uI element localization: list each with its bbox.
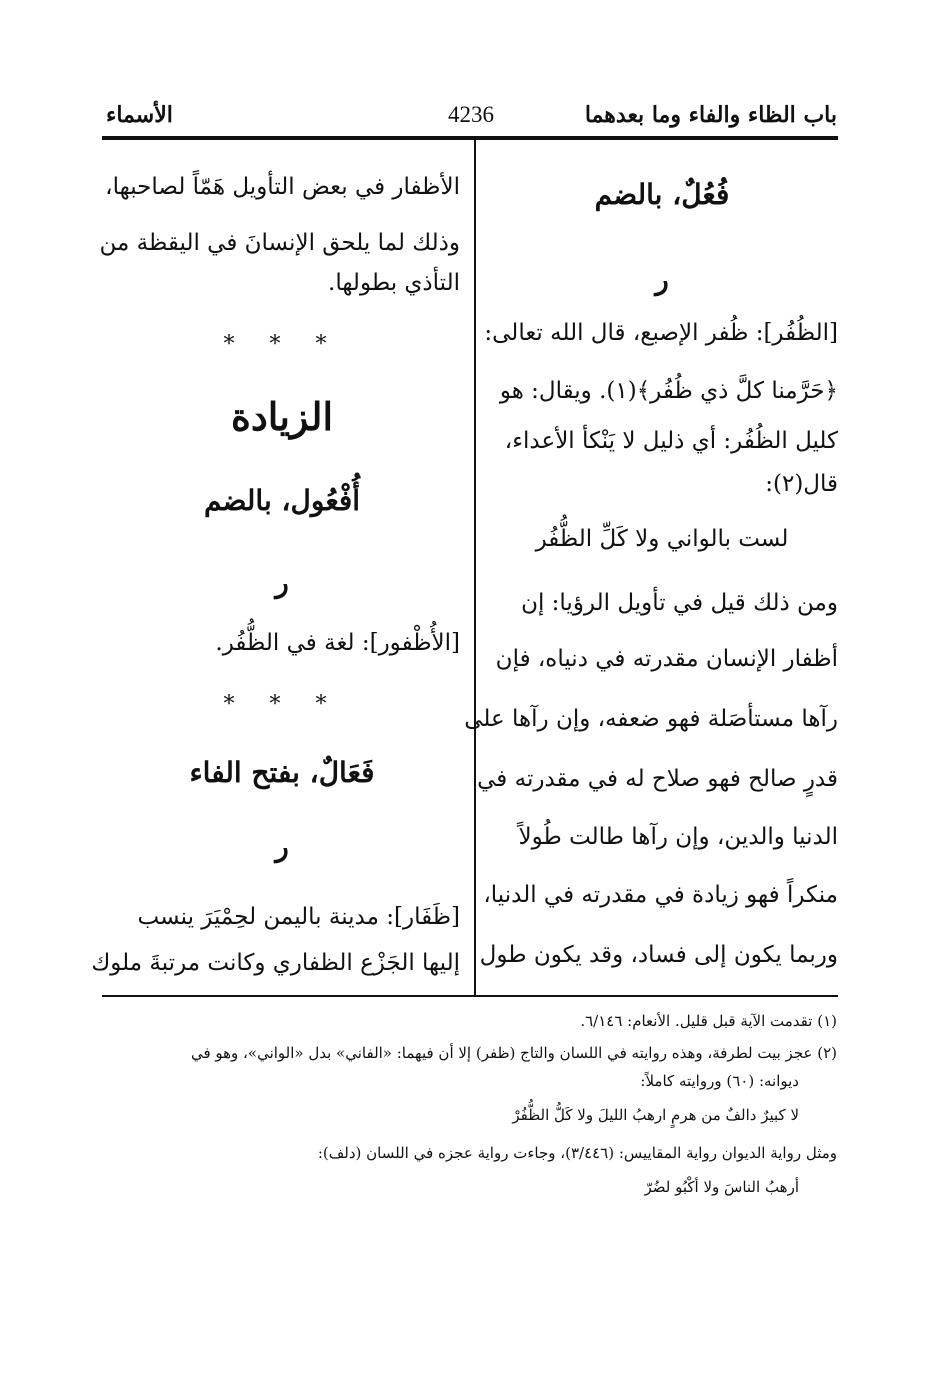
entry-line: كليل الظُفُر: أي ذليل لا يَنْكأ الأعداء، [504, 428, 838, 454]
root-letter: ر [275, 566, 289, 599]
footnote-verse: أرهبُ الناسَ ولا أكْبُو لضُرّ [644, 1178, 799, 1196]
pattern-heading: أُفْعُول، بالضم [203, 484, 361, 517]
entry-line: قدرٍ صالح فهو صلاح له في مقدرته في [477, 766, 838, 792]
entry-line: وذلك لما يلحق الإنسانَ في اليقظة من [99, 230, 460, 256]
entry-line: منكراً فهو زيادة في مقدرته في الدنيا، [483, 882, 838, 908]
root-letter: ر [275, 830, 289, 863]
footnote-2-cont: ومثل رواية الديوان رواية المقاييس: (٣/٤٤٦)، وجاءت رواية عجزه في اللسان (دلف): [317, 1144, 837, 1162]
entry-line: الدنيا والدين، وإن رآها طالت طُولاً [518, 824, 838, 850]
pattern-heading: فُعُلٌ، بالضم [594, 178, 730, 211]
section-heading: الزيادة [230, 394, 334, 439]
entry-line: وربما يكون إلى فساد، وقد يكون طول [479, 942, 838, 968]
entry-line: أظفار الإنسان مقدرته في دنياه، فإن [495, 646, 838, 672]
chapter-title: باب الظاء والفاء وما بعدهما [584, 102, 837, 128]
entry-line: [الأُظْفور]: لغة في الظُّفُر. [215, 630, 460, 656]
column-divider [474, 139, 476, 996]
entry-line: [الظُفُر]: ظُفر الإصبع، قال الله تعالى: [484, 320, 838, 346]
entry-line: التأذي بطولها. [328, 270, 460, 296]
entry-line: قال(٢): [765, 471, 838, 497]
header-rule [102, 136, 838, 140]
footnote-1: (١) تقدمت الآية قبل قليل. الأنعام: ٦/١٤٦. [580, 1012, 837, 1030]
entry-line: ﴿حَرَّمنا كلَّ ذي ظُفُر﴾(١). ويقال: هو [499, 378, 838, 404]
page-number: 4236 [448, 102, 494, 127]
footnote-rule [102, 995, 838, 997]
separator-stars: * * * [223, 332, 341, 357]
root-letter: ر [655, 263, 669, 296]
verse-line: لست بالواني ولا كَلِّ الظُّفُر [535, 526, 789, 552]
pattern-heading: فَعَالٌ، بفتح الفاء [189, 756, 375, 789]
footnote-2-cont: ديوانه: (٦٠) وروايته كاملاً: [640, 1072, 799, 1090]
entry-line: رآها مستأصَلة فهو ضعفه، وإن رآها على [464, 706, 838, 732]
entry-line: ومن ذلك قيل في تأويل الرؤيا: إن [521, 590, 838, 616]
entry-line: [ظَفَار]: مدينة باليمن لحِمْيَرَ ينسب [137, 904, 460, 930]
entry-line: الأظفار في بعض التأويل هَمّاً لصاحبها، [105, 174, 460, 200]
separator-stars: * * * [223, 692, 341, 717]
section-title: الأسماء [106, 102, 173, 128]
footnote-2: (٢) عجز بيت لطرفة، وهذه روايته في اللسان والتاج (ظفر) إلا أن فيهما: «الفاني» بدل «الواني»، وهو في [190, 1044, 837, 1062]
entry-line: إليها الجَزْع الظفاري وكانت مرتبةَ ملوك [91, 950, 460, 976]
footnote-verse: لا كبيرٌ دالفٌ من هرمٍ ارهبُ الليلَ ولا كَلُّ الظُّفُرْ [512, 1106, 799, 1124]
